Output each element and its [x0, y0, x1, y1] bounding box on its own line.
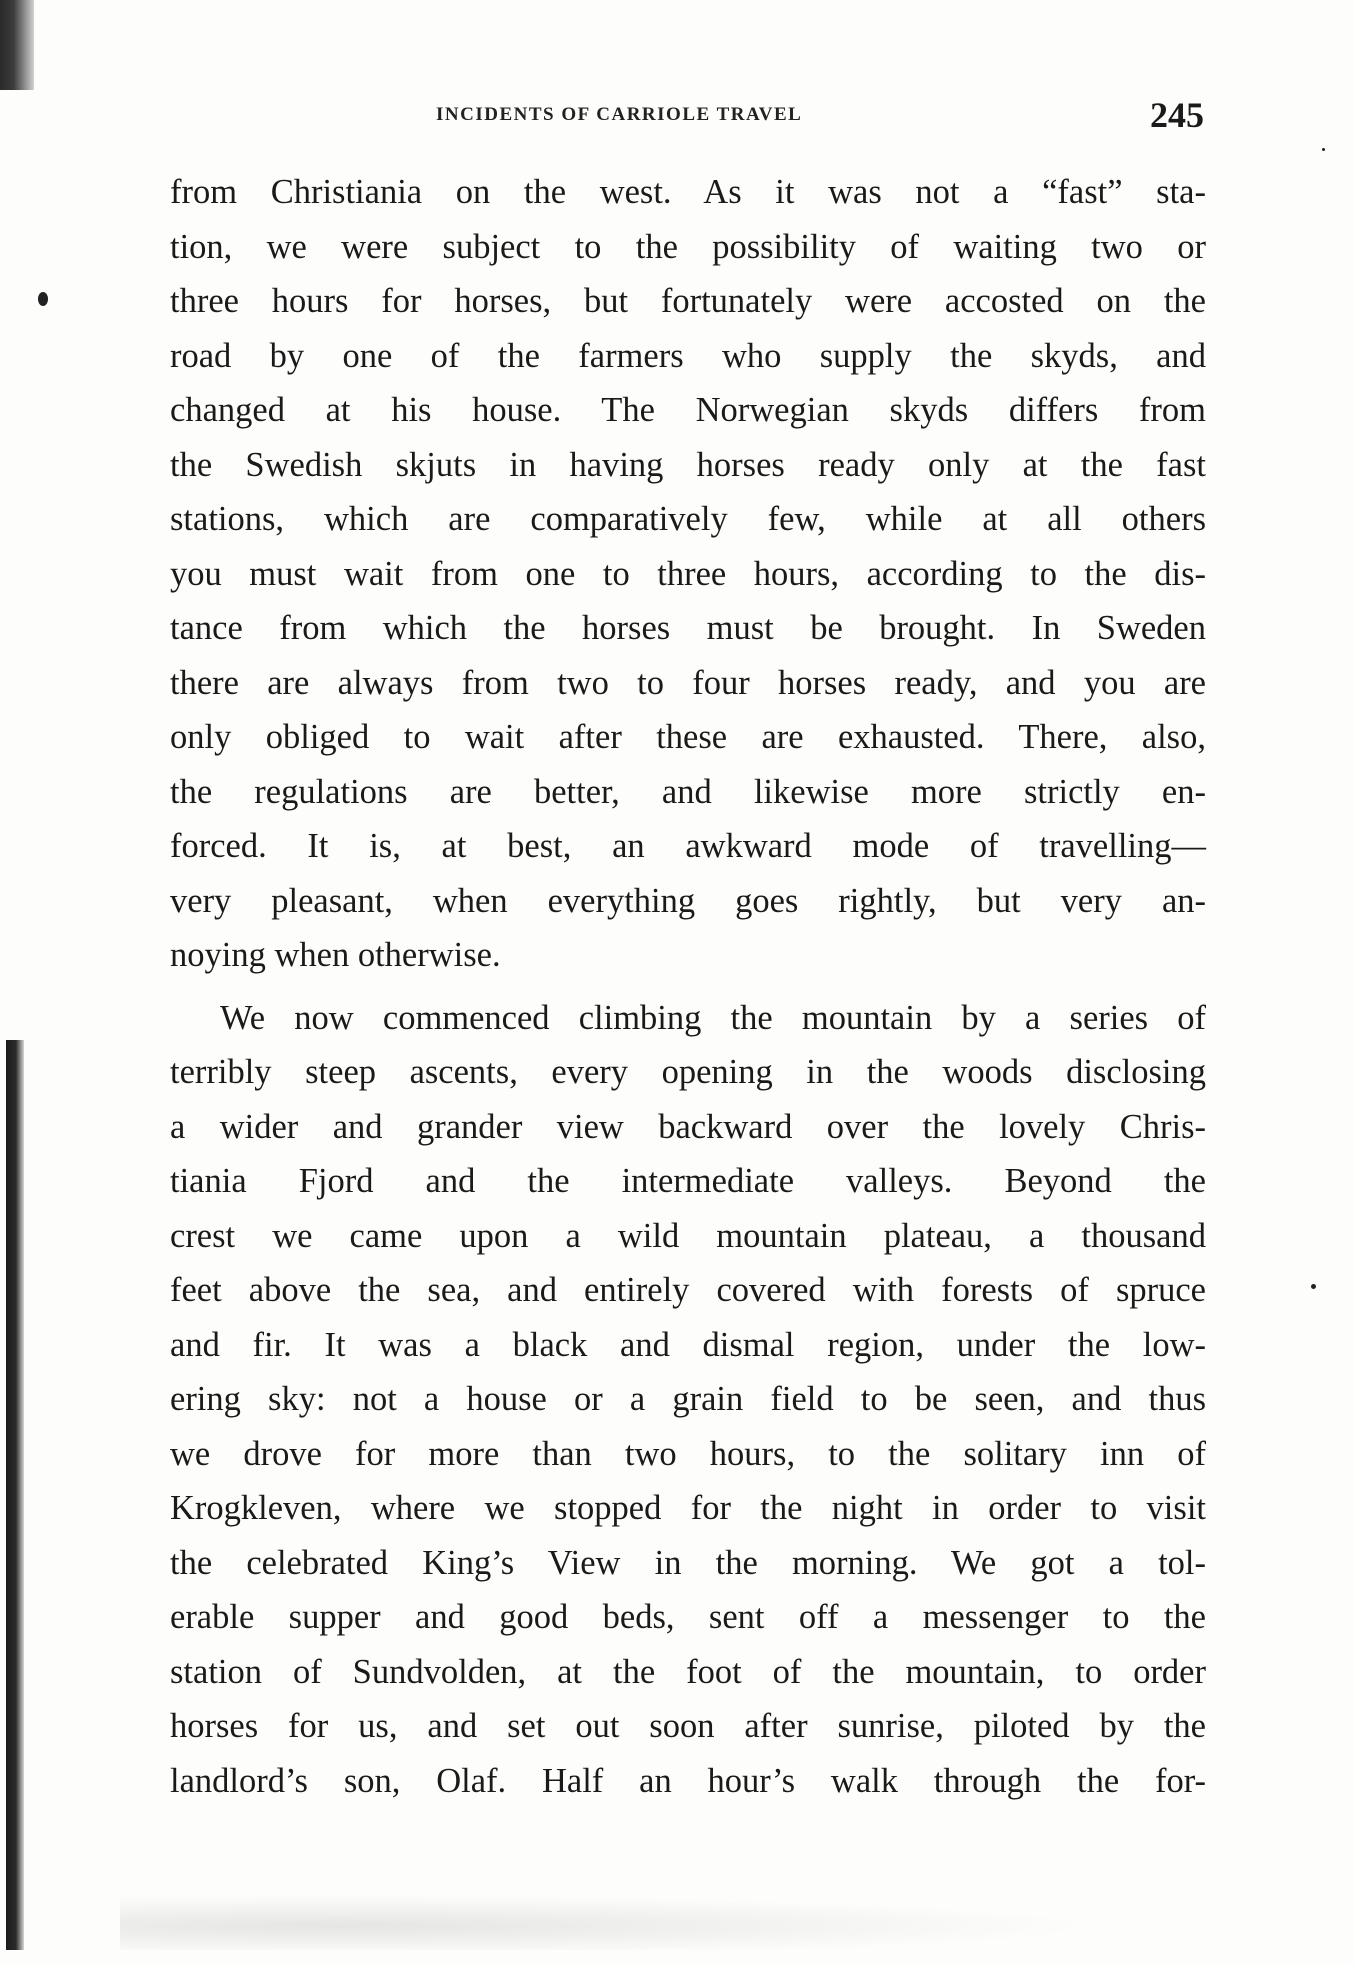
text-line: noying when otherwise. [170, 936, 501, 974]
text-line: forced. It is, at best, an awkward mode of travelling— [170, 827, 1206, 865]
text-line: feet above the sea, and entirely covered with forests of spruce [170, 1271, 1206, 1309]
ink-speck [38, 292, 48, 306]
page-header [436, 95, 1204, 140]
text-line: tiania Fjord and the intermediate valleys. Beyond the [170, 1162, 1206, 1200]
text-line: tance from which the horses must be brought. In Sweden [170, 609, 1206, 647]
text-line: road by one of the farmers who supply the skyds, and [170, 336, 1206, 375]
text-line: there are always from two to four horses ready, and you are [170, 663, 1206, 702]
text-line: ering sky: not a house or a grain field to be seen, and thus [170, 1380, 1206, 1418]
text-line: three hours for horses, but fortunately were accosted on the [170, 282, 1206, 320]
scan-smudge [120, 1890, 1220, 1950]
paragraph-1 [170, 165, 1206, 983]
text-line: from Christiania on the west. As it was not a “fast” sta- [170, 173, 1206, 211]
text-line: the celebrated King’s View in the morning. We got a tol- [170, 1543, 1206, 1582]
ink-speck [1322, 148, 1325, 151]
text-line: landlord’s son, Olaf. Half an hour’s walk through the for- [170, 1761, 1206, 1800]
paragraph-2 [170, 991, 1206, 1809]
text-line: Krogkleven, where we stopped for the night in order to visit [170, 1489, 1206, 1527]
scan-edge-shadow-bottom [6, 1040, 24, 1950]
text-line: stations, which are comparatively few, while at all others [170, 500, 1206, 538]
text-line: station of Sundvolden, at the foot of the mountain, to order [170, 1652, 1206, 1691]
text-line: changed at his house. The Norwegian skyds differs from [170, 391, 1206, 429]
text-line: erable supper and good beds, sent off a messenger to the [170, 1598, 1206, 1636]
text-line: horses for us, and set out soon after sunrise, piloted by the [170, 1707, 1206, 1745]
text-line: tion, we were subject to the possibility of waiting two or [170, 227, 1206, 266]
text-line: and fir. It was a black and dismal region, under the low- [170, 1325, 1206, 1364]
text-line: a wider and grander view backward over the lovely Chris- [170, 1107, 1206, 1146]
text-line: the regulations are better, and likewise more strictly en- [170, 772, 1206, 811]
text-line: you must wait from one to three hours, according to the dis- [170, 554, 1206, 593]
text-line: only obliged to wait after these are exhausted. There, also, [170, 718, 1206, 756]
running-head: INCIDENTS OF CARRIOLE TRAVEL [436, 104, 803, 125]
body-text [170, 165, 1206, 1808]
text-line: terribly steep ascents, every opening in the woods disclosing [170, 1053, 1206, 1091]
text-line: we drove for more than two hours, to the solitary inn of [170, 1434, 1206, 1473]
scan-edge-shadow-top [0, 0, 34, 90]
text-line: the Swedish skjuts in having horses ready only at the fast [170, 445, 1206, 484]
text-line: very pleasant, when everything goes rightly, but very an- [170, 881, 1206, 920]
page-number: 245 [1150, 95, 1204, 135]
text-line: We now commenced climbing the mountain by a series of [220, 998, 1206, 1037]
text-line: crest we came upon a wild mountain plateau, a thousand [170, 1216, 1206, 1255]
ink-speck [1311, 1284, 1316, 1289]
